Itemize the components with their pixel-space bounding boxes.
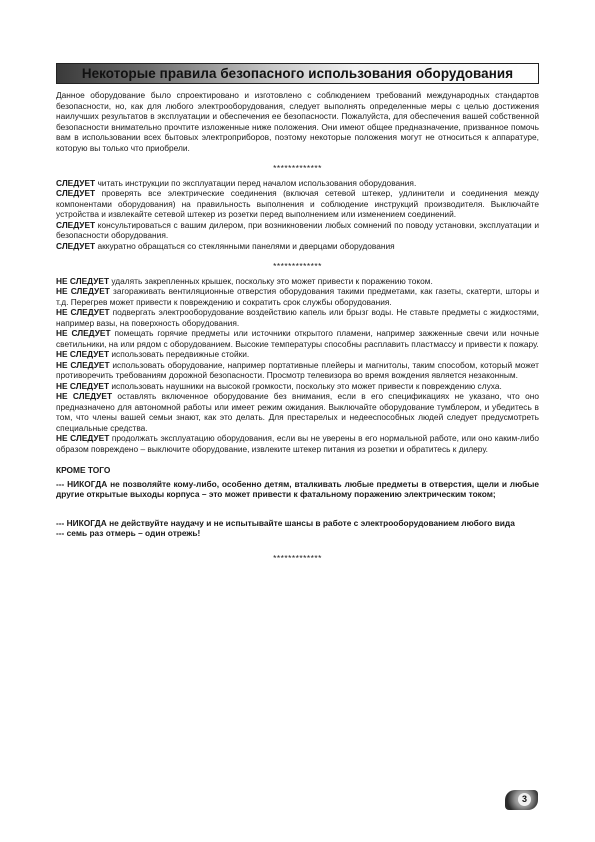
separator-3: *************: [273, 552, 322, 563]
should-item-2: [56, 188, 539, 220]
warning-never-insert: --- НИКОГДА не позволяйте кому-либо, особенно детям, вталкивать любые предметы в отверстия, щели и любые другие открытые выходы корпуса – это может привести к фатальному поражению электрическим током;: [56, 478, 539, 499]
should-not-text: подвергать электрооборудование воздействию капель или брызг воды. Не ставьте предметы с жидкостями, например вазы, на поверхность оборудования.: [56, 307, 539, 328]
should-not-keyword: НЕ СЛЕДУЕТ: [56, 307, 110, 317]
should-text: аккуратно обращаться со стеклянными панелями и дверцами оборудования: [95, 240, 395, 251]
warning-proverb: --- семь раз отмерь – один отрежь!: [56, 528, 201, 538]
should-not-text: использовать передвижные стойки.: [109, 349, 250, 359]
separator-2: *************: [273, 261, 322, 271]
should-not-item-5: [56, 349, 539, 360]
title-bar: [56, 63, 539, 84]
should-keyword: СЛЕДУЕТ: [56, 219, 96, 230]
should-not-keyword: НЕ СЛЕДУЕТ: [56, 359, 110, 370]
should-keyword: СЛЕДУЕТ: [56, 240, 96, 251]
should-not-item-7: [56, 381, 539, 392]
document-body: [56, 90, 539, 567]
should-not-item-9: [56, 433, 539, 454]
should-not-keyword: НЕ СЛЕДУЕТ: [56, 380, 110, 391]
should-not-keyword: НЕ СЛЕДУЕТ: [56, 349, 110, 359]
intro-paragraph: Данное оборудование было спроектировано и изготовлено с соблюдением требований международных стандартов безопасности, но, как для любого электрооборудования, следует выполнять определенные меры с целью достижения наилучших результатов в эксплуатации и обеспечения ее безопасности. Пожалуйста, для обеспечения вашей собственной безопасности внимательно прочтите изложенные ниже положения. Они имеют общее предназначение, призванное помочь вам в использовании всех бытовых электроприборов, поэтому некоторые положения могут не относиться к аппаратуре, которую вы только что приобрели.: [56, 90, 539, 153]
should-keyword: СЛЕДУЕТ: [56, 177, 96, 188]
page-number-badge: [505, 790, 538, 810]
should-not-text: удалять закрепленных крышек, поскольку это может привести к поражению током.: [109, 275, 433, 286]
should-text: проверять все электрические соединения (включая сетевой штекер, удлинители и соединения между компонентами оборудования) на правильность выполнения и соблюдение инструкций производителя. Выключайте устройства и извлекайте сетевой штекер из розетки перед выполнением или изменением соединений.: [56, 188, 539, 219]
should-item-1: [56, 178, 539, 189]
should-item-4: [56, 241, 539, 252]
should-not-item-2: [56, 286, 539, 307]
should-not-text: оставлять включенное оборудование без внимания, если в его спецификациях не указано, что оно предназначено для автономной работы или имеет режим ожидания. Выключайте оборудование тумблером, и убедитесь в том, что члены вашей семьи знают, как это делать. Для престарелых и недееспособных людей следует предусмотреть специальные средства.: [56, 391, 539, 433]
should-not-item-6: [56, 360, 539, 381]
should-not-text: использовать наушники на высокой громкости, поскольку это может привести к повреждению слуха.: [109, 380, 502, 391]
should-not-text: продолжать эксплуатацию оборудования, если вы не уверены в его нормальной работе, или оно каким-либо образом повреждено – выключите оборудование, извлеките штекер питания из розетки и обратитесь к дилеру.: [56, 433, 539, 454]
should-not-text: загораживать вентиляционные отверстия оборудования такими предметами, как газеты, скатерти, шторы и т.д. Перегрев может привести к повреждению и сократить срок службы оборудования.: [56, 286, 539, 307]
warning-never-gamble: --- НИКОГДА не действуйте наудачу и не испытывайте шансы в работе с электрооборудованием любого вида: [56, 517, 515, 528]
should-list: [56, 178, 539, 252]
should-text: читать инструкции по эксплуатации перед началом использования оборудования.: [95, 177, 417, 188]
should-not-keyword: НЕ СЛЕДУЕТ: [56, 286, 110, 296]
should-item-3: [56, 220, 539, 241]
should-text: консультироваться с вашим дилером, при возникновении любых сомнений по поводу установки, эксплуатации и безопасности оборудования.: [56, 219, 539, 240]
should-keyword: СЛЕДУЕТ: [56, 188, 96, 198]
should-not-keyword: НЕ СЛЕДУЕТ: [56, 328, 111, 338]
should-not-item-3: [56, 307, 539, 328]
should-not-keyword: НЕ СЛЕДУЕТ: [56, 391, 113, 401]
should-not-keyword: НЕ СЛЕДУЕТ: [56, 433, 110, 443]
should-not-list: [56, 276, 539, 455]
should-not-text: помещать горячие предметы или источники открытого пламени, например зажженные свечи или ночные светильники, на или рядом с оборудованием. Высокие температуры способны расплавить пластмассу и привести к пожару.: [56, 328, 539, 349]
should-not-text: использовать оборудование, например портативные плейеры и магнитолы, таким способом, который может противоречить требованиям дорожной безопасности. Просмотр телевизора во время вождения является незаконным.: [56, 359, 539, 380]
should-not-item-4: [56, 328, 539, 349]
page-title: Некоторые правила безопасного использования оборудования: [81, 66, 514, 81]
should-not-item-1: [56, 276, 539, 287]
besides-heading: КРОМЕ ТОГО: [56, 465, 111, 475]
page-number: 3: [518, 793, 531, 806]
should-not-item-8: [56, 391, 539, 433]
should-not-keyword: НЕ СЛЕДУЕТ: [56, 275, 110, 286]
separator-1: *************: [273, 163, 322, 173]
